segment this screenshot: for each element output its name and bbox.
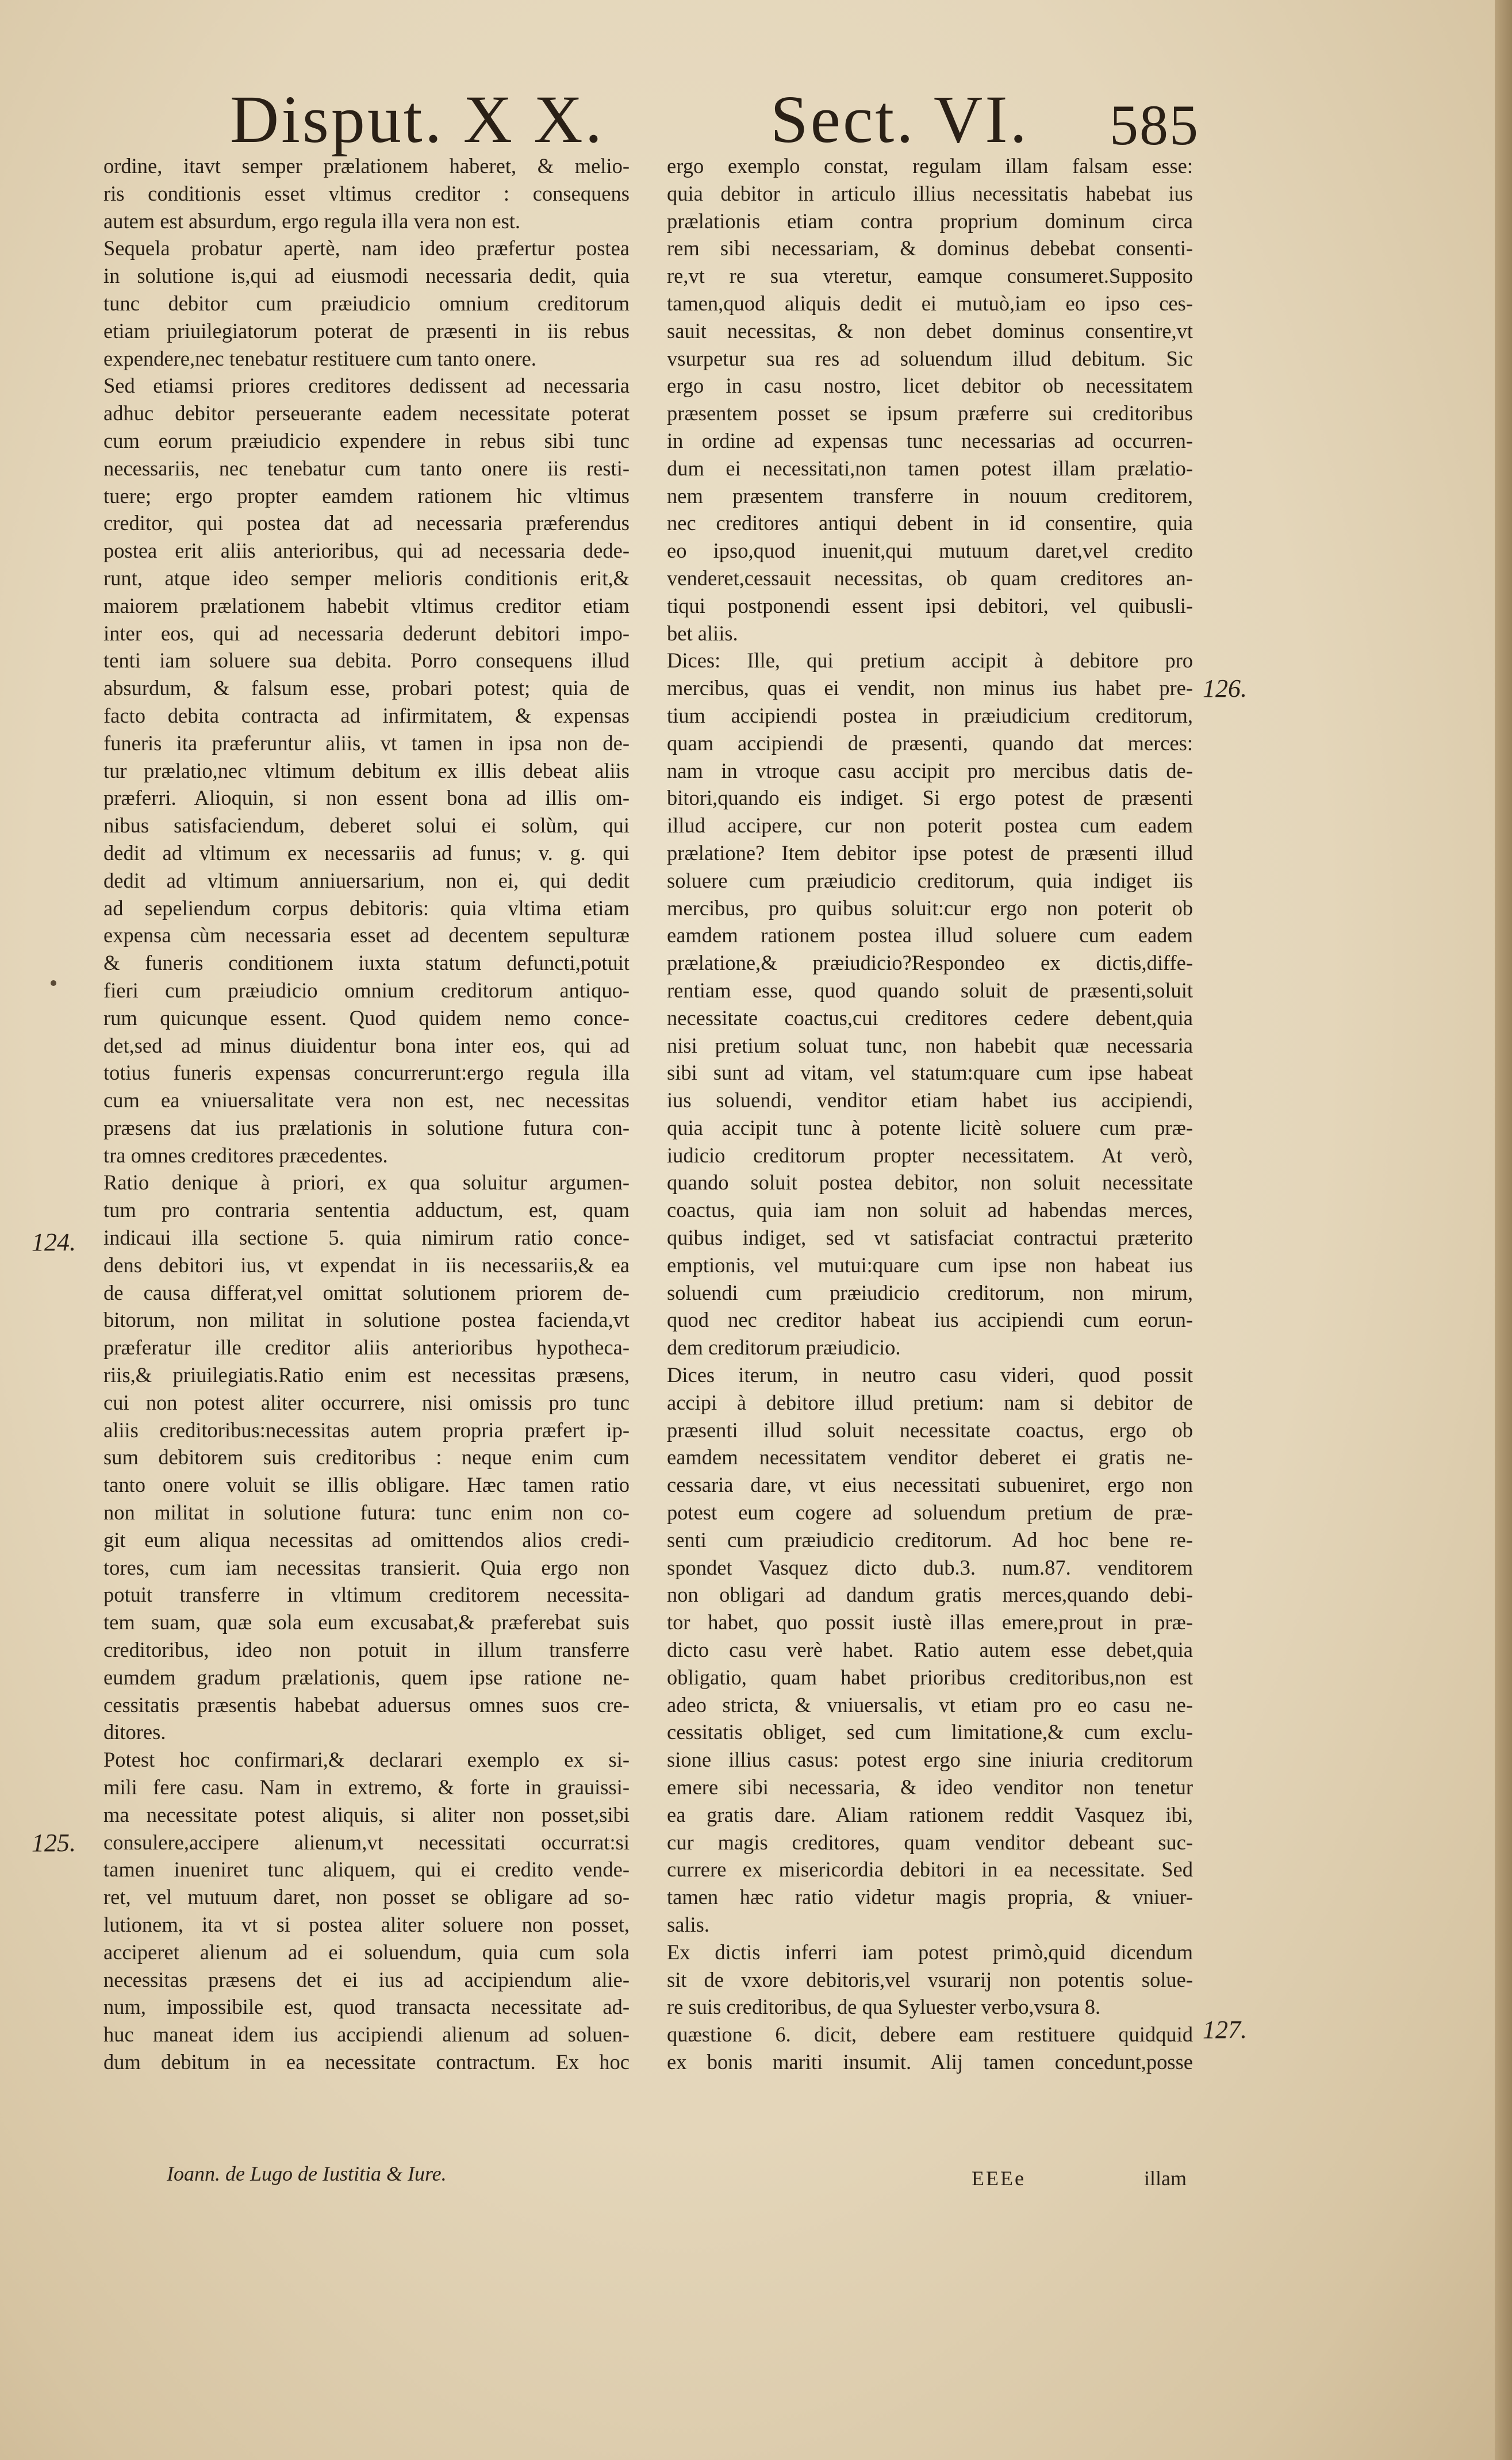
text-line: ordine, itavt semper prælationem haberet, & melio- xyxy=(103,154,630,178)
text-line: tamen inueniret tunc aliquem, qui ei credito vende- xyxy=(103,1858,630,1882)
text-line: in solutione is,qui ad eiusmodi necessaria dedit, quia xyxy=(103,264,630,288)
text-line: quando soluit postea debitor, non soluit necessitate xyxy=(667,1170,1193,1195)
text-line: consulere,accipere alienum,vt necessitati occurrat:si xyxy=(103,1830,630,1854)
right-text-column xyxy=(667,152,1193,2076)
marginal-dot xyxy=(51,980,56,986)
text-line: tuere; ergo propter eamdem rationem hic vltimus xyxy=(103,483,630,508)
text-line: cui non potest aliter occurrere, nisi omissis pro tunc xyxy=(103,1390,630,1414)
text-line: tamen,quod aliquis dedit ei mutuò,iam eo ipso ces- xyxy=(667,291,1193,315)
text-line: emptionis, vel mutui:quare cum ipse non habeat ius xyxy=(667,1253,1193,1277)
text-line: adeo stricta, & vniuersalis, vt etiam pro eo casu ne- xyxy=(667,1693,1193,1717)
text-line: etiam priuilegiatorum poterat de præsenti in iis rebus xyxy=(103,318,630,343)
text-line: sauit necessitas, & non debet dominus consentire,vt xyxy=(667,318,1193,343)
text-line: dens debitori ius, vt expendat in iis necessariis,& ea xyxy=(103,1253,630,1277)
text-line: tamen hæc ratio videtur magis propria, & vniuer- xyxy=(667,1885,1193,1909)
text-line: Potest hoc confirmari,& declarari exemplo ex si- xyxy=(103,1748,630,1772)
text-line: quæstione 6. dicit, debere eam restituere quidquid xyxy=(667,2023,1193,2047)
text-line: totius funeris expensas concurrerunt:ergo regula illa xyxy=(103,1061,630,1085)
text-line: nam in vtroque casu accipit pro mercibus datis de- xyxy=(667,758,1193,782)
text-line: cessitatis præsentis habebat aduersus omnes suos cre- xyxy=(103,1693,630,1717)
text-line: quibus indiget, sed vt satisfaciat contractui præterito xyxy=(667,1226,1193,1250)
text-line: accipi à debitore illud pretium: nam si debitor de xyxy=(667,1390,1193,1414)
text-line: emere sibi necessaria, & ideo venditor non tenetur xyxy=(667,1775,1193,1799)
text-line: potest eum cogere ad soluendum pretium de præ- xyxy=(667,1500,1193,1525)
text-line: postea erit aliis anterioribus, qui ad necessaria dede- xyxy=(103,539,630,563)
text-line: venderet,cessauit necessitas, ob quam creditores an- xyxy=(667,566,1193,590)
text-line: tores, cum iam necessitas transierit. Quia ergo non xyxy=(103,1555,630,1579)
text-line: de causa differat,vel omittat solutionem priorem de- xyxy=(103,1280,630,1304)
text-line: ret, vel mutuum daret, non posset se obligare ad so- xyxy=(103,1885,630,1909)
text-line: ex bonis mariti insumit. Alij tamen concedunt,posse xyxy=(667,2050,1193,2074)
text-line: inter eos, qui ad necessaria dederunt debitori impo- xyxy=(103,621,630,645)
text-line: coactus, quia iam non soluit ad habendas merces, xyxy=(667,1198,1193,1222)
text-line: cessitatis obliget, sed cum limitatione,& cum exclu- xyxy=(667,1720,1193,1744)
text-line: bet aliis. xyxy=(667,621,738,645)
text-line: quod nec creditor habeat ius accipiendi cum eorun- xyxy=(667,1308,1193,1332)
text-line: dem creditorum præiudicio. xyxy=(667,1335,901,1360)
text-line: & funeris conditionem iuxta statum defuncti,potuit xyxy=(103,951,630,975)
text-line: tra omnes creditores præcedentes. xyxy=(103,1143,388,1167)
text-line: ma necessitate potest aliquis, si aliter non posset,sibi xyxy=(103,1802,630,1826)
text-line: necessitate coactus,cui creditores cedere debent,quia xyxy=(667,1006,1193,1030)
text-line: spondet Vasquez dicto dub.3. num.87. venditorem xyxy=(667,1555,1193,1579)
text-line: indicaui illa sectione 5. quia nimirum ratio conce- xyxy=(103,1226,630,1250)
text-line: necessitas præsens det ei ius ad accipiendum alie- xyxy=(103,1967,630,1991)
text-line: det,sed ad minus diuidentur bona inter eos, qui ad xyxy=(103,1033,630,1057)
left-text-column xyxy=(103,152,630,2076)
text-line: quia accipit tunc à potente licitè soluere cum præ- xyxy=(667,1115,1193,1139)
text-line: nibus satisfaciendum, deberet solui ei solùm, qui xyxy=(103,813,630,838)
text-line: runt, atque ideo semper melioris conditionis erit,& xyxy=(103,566,630,590)
text-line: sit de vxore debitoris,vel vsurarij non potentis solue- xyxy=(667,1967,1193,1991)
text-line: dedit ad vltimum ex necessariis ad funus; v. g. qui xyxy=(103,841,630,865)
text-line: præsens dat ius prælationis in solutione futura con- xyxy=(103,1115,630,1139)
text-line: ris conditionis esset vltimus creditor : consequens xyxy=(103,181,630,205)
catchword: illam xyxy=(1144,2167,1187,2190)
text-line: cum ea vniuersalitate vera non est, nec necessitas xyxy=(103,1088,630,1112)
text-line: cum eorum præiudicio expendere in rebus sibi tunc xyxy=(103,428,630,452)
text-line: necessariis, nec tenebatur cum tanto onere iis resti- xyxy=(103,456,630,480)
text-line: obligatio, quam habet prioribus creditoribus,non est xyxy=(667,1665,1193,1689)
text-line: creditor, qui postea dat ad necessaria præferendus xyxy=(103,511,630,535)
text-line: bitori,quando eis indiget. Si ergo potest de præsenti xyxy=(667,786,1193,810)
margin-number-126: 126. xyxy=(1203,674,1247,703)
text-line: ergo exemplo constat, regulam illam falsam esse: xyxy=(667,154,1193,178)
text-line: tiqui postponendi essent ipsi debitori, vel quibusli- xyxy=(667,593,1193,617)
text-line: creditoribus, ideo non potuit in illum transferre xyxy=(103,1638,630,1662)
text-line: absurdum, & falsum esse, probari potest; quia de xyxy=(103,676,630,700)
text-line: eo ipso,quod inuenit,qui mutuum daret,vel credito xyxy=(667,539,1193,563)
text-line: tenti iam soluere sua debita. Porro consequens illud xyxy=(103,648,630,673)
text-line: nem præsentem transferre in nouum creditorem, xyxy=(667,483,1193,508)
text-line: lutionem, ita vt si postea aliter soluere non posset, xyxy=(103,1913,630,1936)
text-line: re,vt re sua vteretur, eamque consumeret.Supposito xyxy=(667,264,1193,288)
margin-number-125: 125. xyxy=(32,1829,76,1857)
text-line: cur magis creditores, quam venditor debeant suc- xyxy=(667,1830,1193,1854)
text-line: prælatione,& præiudicio?Respondeo ex dictis,diffe- xyxy=(667,951,1193,975)
text-line: senti cum præiudicio creditorum. Ad hoc bene re- xyxy=(667,1528,1193,1552)
page-number: 585 xyxy=(1110,93,1199,157)
text-line: nisi pretium soluat tunc, non habebit quæ necessaria xyxy=(667,1033,1193,1057)
margin-number-124: 124. xyxy=(32,1228,76,1256)
text-line: maiorem prælationem habebit vltimus creditor etiam xyxy=(103,593,630,617)
text-line: cessaria dare, vt eius necessitati subueniret, ergo non xyxy=(667,1473,1193,1497)
text-line: dicto casu verè habet. Ratio autem esse debet,quia xyxy=(667,1638,1193,1662)
text-line: sione illius casus: potest ergo sine iniuria creditorum xyxy=(667,1748,1193,1772)
text-line: tem suam, quæ sola eum excusabat,& præferebat suis xyxy=(103,1610,630,1634)
text-line: funeris ita præferuntur aliis, vt tamen in ipsa non de- xyxy=(103,731,630,755)
text-line: prælatione? Item debitor ipse potest de præsenti illud xyxy=(667,841,1193,865)
text-line: Ratio denique à priori, ex qua soluitur argumen- xyxy=(103,1170,630,1195)
text-line: Ex dictis inferri iam potest primò,quid dicendum xyxy=(667,1940,1193,1964)
text-line: Dices iterum, in neutro casu videri, quod possit xyxy=(667,1363,1193,1387)
text-line: ergo in casu nostro, licet debitor ob necessitatem xyxy=(667,374,1193,398)
text-line: soluere cum præiudicio creditorum, quia indiget iis xyxy=(667,868,1193,892)
text-line: præferri. Alioquin, si non essent bona ad illis om- xyxy=(103,786,630,810)
text-line: præferatur ille creditor aliis anterioribus hypotheca- xyxy=(103,1335,630,1360)
text-line: nec creditores antiqui debent in id consentire, quia xyxy=(667,511,1193,535)
text-line: salis. xyxy=(667,1913,710,1936)
margin-number-127: 127. xyxy=(1203,2016,1247,2044)
text-line: aliis creditoribus:necessitas autem propria præfert ip- xyxy=(103,1418,630,1442)
text-line: num, impossibile est, quod transacta necessitate ad- xyxy=(103,1995,630,2019)
text-line: præsentem posset se ipsum præferre sui creditoribus xyxy=(667,401,1193,425)
text-line: riis,& priuilegiatis.Ratio enim est necessitas præsens, xyxy=(103,1363,630,1387)
text-line: fieri cum præiudicio omnium creditorum antiquo- xyxy=(103,978,630,1002)
section-heading: Sect. VI. xyxy=(770,82,1030,157)
text-line: facto debita contracta ad infirmitatem, & expensas xyxy=(103,703,630,727)
text-line: quam accipiendi de præsenti, quando dat merces: xyxy=(667,731,1193,755)
text-line: tum pro contraria sententia adductum, est, quam xyxy=(103,1198,630,1222)
text-line: mili fere casu. Nam in extremo, & forte in grauissi- xyxy=(103,1775,630,1799)
text-line: vsurpetur sua res ad soluendum illud debitum. Sic xyxy=(667,346,1193,370)
disputation-heading: Disput. X X. xyxy=(230,82,605,157)
text-line: autem est absurdum, ergo regula illa vera non est. xyxy=(103,209,521,233)
text-line: re suis creditoribus, de qua Syluester verbo,vsura 8. xyxy=(667,1995,1101,2019)
page-header xyxy=(0,80,1512,161)
text-line: mercibus, pro quibus soluit:cur ergo non poterit ob xyxy=(667,896,1193,920)
text-line: præsenti illud soluit necessitate coactus, ergo ob xyxy=(667,1418,1193,1442)
text-line: illud accipere, cur non poterit postea cum eadem xyxy=(667,813,1193,838)
text-line: tunc debitor cum præiudicio omnium creditorum xyxy=(103,291,630,315)
text-line: git eum aliqua necessitas ad omittendos alios credi- xyxy=(103,1528,630,1552)
text-line: ea gratis dare. Aliam rationem reddit Vasquez ibi, xyxy=(667,1802,1193,1826)
text-line: expensa cùm necessaria esset ad decentem sepulturæ xyxy=(103,923,630,947)
text-line: ius soluendi, venditor etiam habet ius accipiendi, xyxy=(667,1088,1193,1112)
signature-mark: EEEe xyxy=(972,2167,1026,2190)
text-line: tium accipiendi postea in præiudicium creditorum, xyxy=(667,703,1193,727)
text-line: eamdem necessitatem venditor deberet ei gratis ne- xyxy=(667,1445,1193,1469)
text-line: sum debitorem suis creditoribus : neque enim cum xyxy=(103,1445,630,1469)
text-line: huc maneat idem ius accipiendi alienum ad soluen- xyxy=(103,2023,630,2047)
text-line: rentiam esse, quod quando soluit de præsenti,soluit xyxy=(667,978,1193,1002)
text-line: quia debitor in articulo illius necessitatis habebat ius xyxy=(667,181,1193,205)
text-line: currere ex misericordia debitori in ea necessitate. Sed xyxy=(667,1858,1193,1882)
text-line: adhuc debitor perseuerante eadem necessitate poterat xyxy=(103,401,630,425)
text-line: bitorum, non militat in solutione postea facienda,vt xyxy=(103,1308,630,1332)
text-line: in ordine ad expensas tunc necessarias ad occurren- xyxy=(667,428,1193,452)
text-line: rum quicunque essent. Quod quidem nemo conce- xyxy=(103,1006,630,1030)
running-title: Ioann. de Lugo de Iustitia & Iure. xyxy=(167,2162,447,2185)
text-line: ad sepeliendum corpus debitoris: quia vltima etiam xyxy=(103,896,630,920)
text-line: prælationis etiam contra proprium dominum circa xyxy=(667,209,1193,233)
text-line: soluendi cum præiudicio creditorum, non mirum, xyxy=(667,1280,1193,1304)
text-line: Dices: Ille, qui pretium accipit à debitore pro xyxy=(667,648,1193,673)
text-line: dum debitum in ea necessitate contractum. Ex hoc xyxy=(103,2050,630,2074)
text-line: acciperet alienum ad ei soluendum, quia cum sola xyxy=(103,1940,630,1964)
text-line: expendere,nec tenebatur restituere cum tanto onere. xyxy=(103,346,536,370)
page-edge xyxy=(1495,0,1512,2460)
text-line: iudicio creditorum propter necessitatem. At verò, xyxy=(667,1143,1193,1167)
text-line: rem sibi necessariam, & dominus debebat consenti- xyxy=(667,236,1193,260)
text-line: eamdem rationem postea illud soluere cum eadem xyxy=(667,923,1193,947)
text-line: dum ei necessitati,non tamen potest illam prælatio- xyxy=(667,456,1193,480)
text-line: Sed etiamsi priores creditores dedissent ad necessaria xyxy=(103,374,630,398)
text-line: tur prælatio,nec vltimum debitum ex illis debeat aliis xyxy=(103,758,630,782)
text-line: ditores. xyxy=(103,1720,166,1744)
text-line: sibi sunt ad vitam, vel statum:quare cum ipse habeat xyxy=(667,1061,1193,1085)
text-line: dedit ad vltimum anniuersarium, non ei, qui dedit xyxy=(103,868,630,892)
text-line: potuit transferre in vltimum creditorem necessita- xyxy=(103,1583,630,1607)
text-line: Sequela probatur apertè, nam ideo præfertur postea xyxy=(103,236,630,260)
text-line: eumdem gradum prælationis, quem ipse ratione ne- xyxy=(103,1665,630,1689)
text-line: non militat in solutione futura: tunc enim non co- xyxy=(103,1500,630,1525)
text-line: tor habet, quo possit iustè illas emere,prout in præ- xyxy=(667,1610,1193,1634)
text-line: mercibus, quas ei vendit, non minus ius habet pre- xyxy=(667,676,1193,700)
text-line: tanto onere voluit se illis obligare. Hæc tamen ratio xyxy=(103,1473,630,1497)
text-line: non obligari ad dandum gratis merces,quando debi- xyxy=(667,1583,1193,1607)
